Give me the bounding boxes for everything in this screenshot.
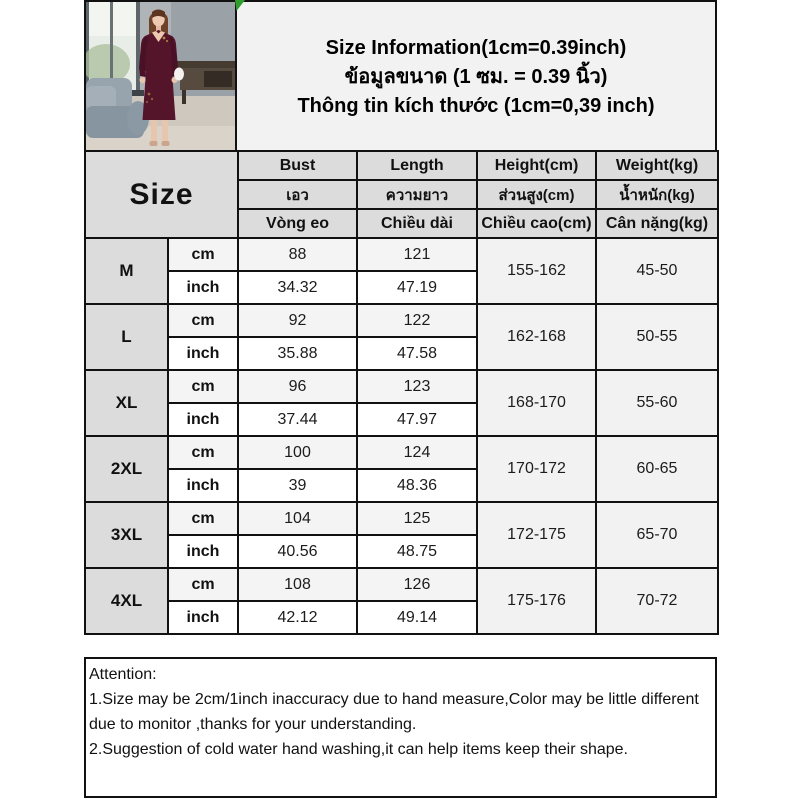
height-range-xl: 168-170 [477, 370, 596, 436]
size-header-cell: Size [85, 151, 238, 238]
bust-inch-l: 35.88 [238, 337, 357, 370]
bust-inch-3xl: 40.56 [238, 535, 357, 568]
bust-cm-l: 92 [238, 304, 357, 337]
weight-range-3xl: 65-70 [596, 502, 718, 568]
table-row [85, 238, 718, 271]
height-range-m: 155-162 [477, 238, 596, 304]
col-header-bust-vi: Vòng eo [238, 209, 357, 238]
col-header-length-vi: Chiều dài [357, 209, 477, 238]
bust-cm-4xl: 108 [238, 568, 357, 601]
length-inch-4xl: 49.14 [357, 601, 477, 634]
product-photo [84, 0, 237, 152]
col-header-height-en: Height(cm) [477, 151, 596, 180]
unit-inch: inch [168, 535, 238, 568]
weight-range-2xl: 60-65 [596, 436, 718, 502]
bust-cm-xl: 96 [238, 370, 357, 403]
unit-cm: cm [168, 502, 238, 535]
col-header-length-th: ความยาว [357, 180, 477, 209]
size-label-3xl: 3XL [85, 502, 168, 568]
title-vietnamese: Thông tin kích thước (1cm=0,39 inch) [297, 94, 655, 117]
attention-note-2: 2.Suggestion of cold water hand washing,it can help items keep their shape. [89, 741, 628, 758]
length-inch-2xl: 48.36 [357, 469, 477, 502]
weight-range-4xl: 70-72 [596, 568, 718, 634]
unit-cm: cm [168, 238, 238, 271]
height-range-l: 162-168 [477, 304, 596, 370]
length-cm-m: 121 [357, 238, 477, 271]
length-inch-xl: 47.97 [357, 403, 477, 436]
size-label-2xl: 2XL [85, 436, 168, 502]
bust-inch-xl: 37.44 [238, 403, 357, 436]
bust-inch-m: 34.32 [238, 271, 357, 304]
length-inch-3xl: 48.75 [357, 535, 477, 568]
size-label-m: M [85, 238, 168, 304]
table-row [85, 436, 718, 469]
col-header-weight-vi: Cân nặng(kg) [596, 209, 718, 238]
length-cm-xl: 123 [357, 370, 477, 403]
attention-heading: Attention: [89, 666, 157, 683]
size-label-4xl: 4XL [85, 568, 168, 634]
unit-inch: inch [168, 337, 238, 370]
height-range-3xl: 172-175 [477, 502, 596, 568]
unit-inch: inch [168, 271, 238, 304]
bust-inch-4xl: 42.12 [238, 601, 357, 634]
col-header-bust-en: Bust [238, 151, 357, 180]
size-table [84, 150, 719, 635]
weight-range-xl: 55-60 [596, 370, 718, 436]
col-header-bust-th: เอว [238, 180, 357, 209]
unit-inch: inch [168, 469, 238, 502]
table-row [85, 370, 718, 403]
bust-cm-m: 88 [238, 238, 357, 271]
length-cm-3xl: 125 [357, 502, 477, 535]
unit-cm: cm [168, 304, 238, 337]
length-inch-l: 47.58 [357, 337, 477, 370]
model-photo-illustration [86, 2, 235, 150]
height-range-2xl: 170-172 [477, 436, 596, 502]
header-row-en [85, 151, 718, 180]
col-header-weight-th: น้ำหนัก(kg) [596, 180, 718, 209]
bust-inch-2xl: 39 [238, 469, 357, 502]
length-inch-m: 47.19 [357, 271, 477, 304]
size-label-xl: XL [85, 370, 168, 436]
length-cm-2xl: 124 [357, 436, 477, 469]
col-header-length-en: Length [357, 151, 477, 180]
size-info-title-block [235, 0, 717, 152]
title-english: Size Information(1cm=0.39inch) [325, 36, 627, 59]
size-label-l: L [85, 304, 168, 370]
length-cm-4xl: 126 [357, 568, 477, 601]
unit-inch: inch [168, 403, 238, 436]
table-row [85, 304, 718, 337]
unit-inch: inch [168, 601, 238, 634]
col-header-height-th: ส่วนสูง(cm) [477, 180, 596, 209]
attention-notes [84, 657, 717, 798]
col-header-height-vi: Chiều cao(cm) [477, 209, 596, 238]
unit-cm: cm [168, 568, 238, 601]
unit-cm: cm [168, 370, 238, 403]
length-cm-l: 122 [357, 304, 477, 337]
unit-cm: cm [168, 436, 238, 469]
height-range-4xl: 175-176 [477, 568, 596, 634]
col-header-weight-en: Weight(kg) [596, 151, 718, 180]
title-thai: ข้อมูลขนาด (1 ซม. = 0.39 นิ้ว) [344, 65, 608, 88]
table-row [85, 502, 718, 535]
attention-note-1: 1.Size may be 2cm/1inch inaccuracy due to hand measure,Color may be little different due to monitor ,thanks for your understanding. [89, 691, 699, 733]
bust-cm-3xl: 104 [238, 502, 357, 535]
green-corner-icon [235, 0, 247, 11]
weight-range-l: 50-55 [596, 304, 718, 370]
weight-range-m: 45-50 [596, 238, 718, 304]
bust-cm-2xl: 100 [238, 436, 357, 469]
table-row [85, 568, 718, 601]
